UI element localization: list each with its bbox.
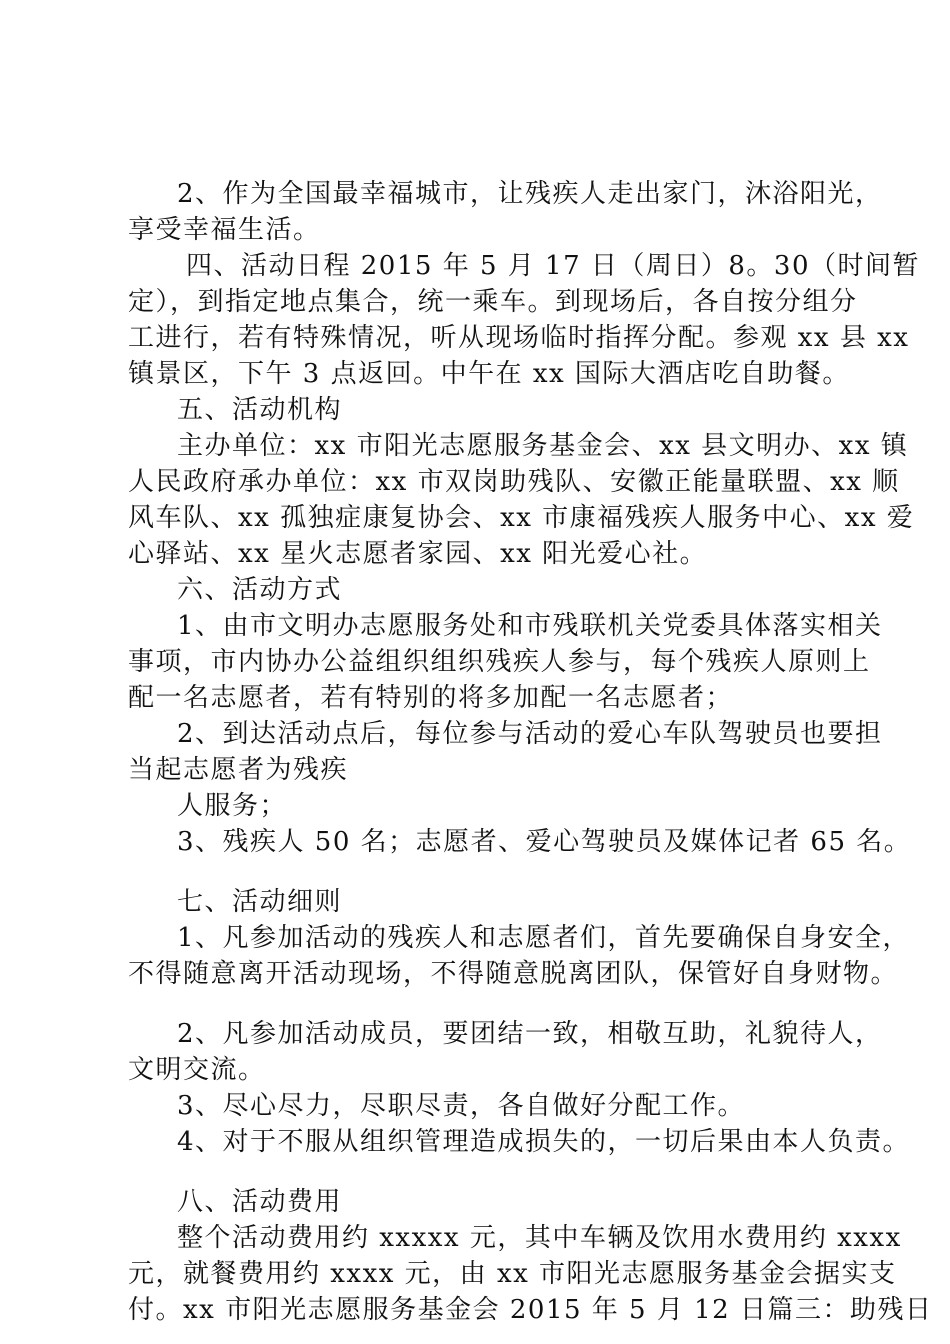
- paragraph-line: 工进行，若有特殊情况，听从现场临时指挥分配。参观 xx 县 xx: [128, 323, 910, 353]
- paragraph-line: 付。xx 市阳光志愿服务基金会 2015 年 5 月 12 日篇三：助残日: [128, 1295, 933, 1325]
- paragraph-line: 风车队、xx 孤独症康复协会、xx 市康福残疾人服务中心、xx 爱: [128, 503, 915, 533]
- section-heading: 五、活动机构: [177, 395, 343, 425]
- paragraph-line: 3、残疾人 50 名；志愿者、爱心驾驶员及媒体记者 65 名。: [177, 827, 912, 857]
- paragraph-line: 4、对于不服从组织管理造成损失的，一切后果由本人负责。: [177, 1127, 911, 1157]
- paragraph-line: 心驿站、xx 星火志愿者家园、xx 阳光爱心社。: [128, 539, 708, 569]
- section-heading: 七、活动细则: [177, 887, 343, 917]
- paragraph-line: 1、凡参加活动的残疾人和志愿者们，首先要确保自身安全，: [177, 923, 911, 953]
- paragraph-line: 配一名志愿者，若有特别的将多加配一名志愿者；: [128, 683, 734, 713]
- paragraph-line: 2、作为全国最幸福城市，让残疾人走出家门，沐浴阳光，: [177, 179, 883, 209]
- paragraph-line: 事项，市内协办公益组织组织残疾人参与，每个残疾人原则上: [128, 647, 871, 677]
- paragraph-line: 整个活动费用约 xxxxx 元，其中车辆及饮用水费用约 xxxx: [177, 1223, 902, 1253]
- paragraph-line: 享受幸福生活。: [128, 215, 321, 245]
- paragraph-line: 人民政府承办单位：xx 市双岗助残队、安徽正能量联盟、xx 顺: [128, 467, 900, 497]
- paragraph-line: 3、尽心尽力，尽职尽责，各自做好分配工作。: [177, 1091, 746, 1121]
- paragraph-line: 2、到达活动点后，每位参与活动的爱心车队驾驶员也要担: [177, 719, 883, 749]
- paragraph-line: 当起志愿者为残疾: [128, 755, 349, 785]
- paragraph-line: 2、凡参加活动成员，要团结一致，相敬互助，礼貌待人，: [177, 1019, 883, 1049]
- paragraph-line: 1、由市文明办志愿服务处和市残联机关党委具体落实相关: [177, 611, 883, 641]
- section-heading: 八、活动费用: [177, 1187, 343, 1217]
- section-heading: 六、活动方式: [177, 575, 343, 605]
- paragraph-line: 人服务；: [177, 791, 288, 821]
- paragraph-line: 文明交流。: [128, 1055, 266, 1085]
- paragraph-line: 定），到指定地点集合，统一乘车。到现场后，各自按分组分: [128, 287, 858, 317]
- paragraph-line: 不得随意离开活动现场，不得随意脱离团队，保管好自身财物。: [128, 959, 899, 989]
- paragraph-line: 镇景区，下午 3 点返回。中午在 xx 国际大酒店吃自助餐。: [128, 359, 850, 389]
- paragraph-line: 主办单位：xx 市阳光志愿服务基金会、xx 县文明办、xx 镇: [177, 431, 909, 461]
- paragraph-line: 元，就餐费用约 xxxx 元，由 xx 市阳光志愿服务基金会据实支: [128, 1259, 897, 1289]
- section-heading-line: 四、活动日程 2015 年 5 月 17 日（周日）8。30（时间暂: [186, 251, 921, 281]
